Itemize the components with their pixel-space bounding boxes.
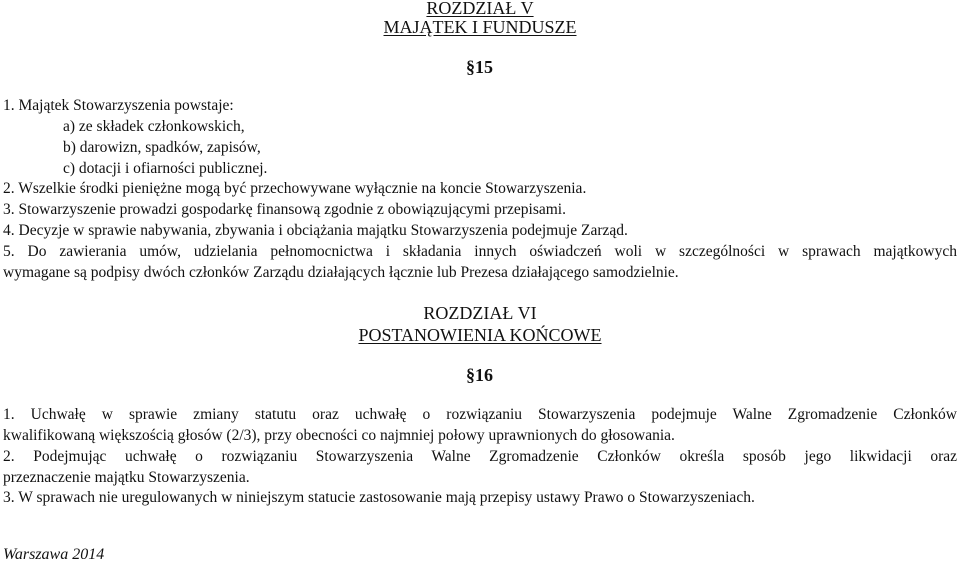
chapter-6-section-number: §16 <box>466 365 493 385</box>
chapter-6-item: 3. W sprawach nie uregulowanych w niniejszym statucie zastosowanie mają przepisy ustawy Prawo o Stowarzyszeniach. <box>3 489 755 506</box>
chapter-5-item: 5. Do zawierania umów, udzielania pełnomocnictwa i składania innych oświadczeń woli w szczególności w sprawach majątkowych <box>3 243 957 260</box>
chapter-6-title: ROZDZIAŁ VI <box>423 303 537 323</box>
chapter-5-title: ROZDZIAŁ V <box>426 0 534 18</box>
chapter-6-item: 2. Podejmując uchwałę o rozwiązaniu Stowarzyszenia Walne Zgromadzenie Członków określa sposób jego likwidacji oraz <box>3 448 957 465</box>
chapter-5-item: 3. Stowarzyszenie prowadzi gospodarkę finansową zgodnie z obowiązującymi przepisami. <box>3 201 566 218</box>
chapter-6-item-continued: kwalifikowaną większością głosów (2/3), przy obecności co najmniej połowy uprawnionych do głosowania. <box>3 427 675 444</box>
chapter-5-item-continued: wymagane są podpisy dwóch członków Zarządu działających łącznie lub Prezesa działającego samodzielnie. <box>3 264 679 281</box>
chapter-5-subitem: c) dotacji i ofiarności publicznej. <box>63 160 268 177</box>
chapter-6-item-continued: przeznaczenie majątku Stowarzyszenia. <box>3 469 250 486</box>
section-number: 16 <box>475 365 493 385</box>
chapter-5-section-number: §15 <box>466 57 493 77</box>
chapter-5-subtitle: MAJĄTEK I FUNDUSZE <box>383 17 577 37</box>
chapter-5-item: 1. Majątek Stowarzyszenia powstaje: <box>3 97 234 114</box>
chapter-5-item: 4. Decyzje w sprawie nabywania, zbywania i obciążania majątku Stowarzyszenia podejmuje Zarząd. <box>3 222 628 239</box>
chapter-6-item: 1. Uchwałę w sprawie zmiany statutu oraz uchwałę o rozwiązaniu Stowarzyszenia podejmuje Walne Zgromadzenie Członków <box>3 406 957 423</box>
section-number: 15 <box>475 57 493 77</box>
chapter-6-subtitle: POSTANOWIENIA KOŃCOWE <box>358 325 602 345</box>
chapter-5-subitem: b) darowizn, spadków, zapisów, <box>63 139 261 156</box>
chapter-5-item: 2. Wszelkie środki pieniężne mogą być przechowywane wyłącznie na koncie Stowarzyszenia. <box>3 180 587 197</box>
footer-place-date: Warszawa 2014 <box>3 546 105 563</box>
chapter-5-subitem: a) ze składek członkowskich, <box>63 118 245 135</box>
